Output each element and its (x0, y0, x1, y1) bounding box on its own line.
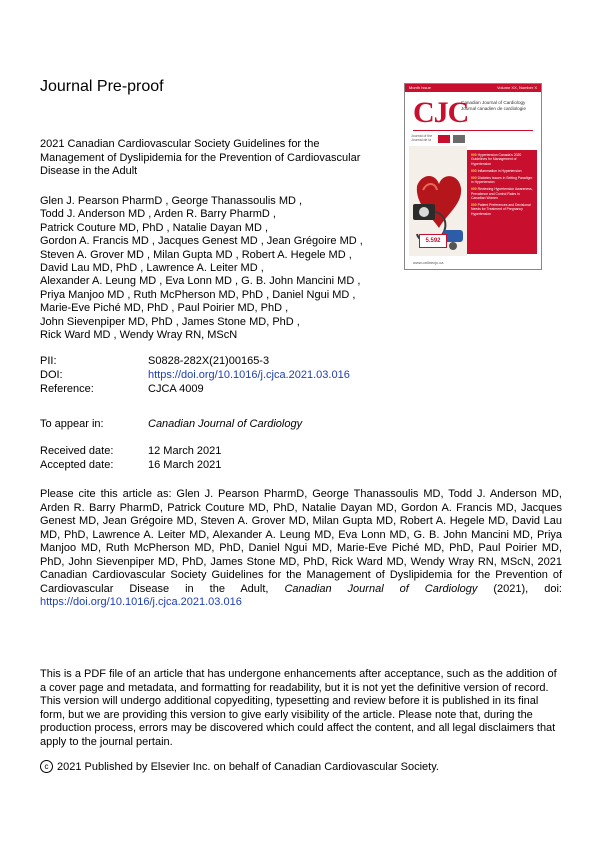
cover-divider (413, 130, 533, 131)
author-line: Rick Ward MD , Wendy Wray RN, MScN (40, 329, 238, 342)
cover-toc-item: 000 Hypertension Canada's 2020 Guidelines for Management of Hypertension (471, 153, 522, 166)
author-line: Marie-Eve Piché MD, PhD , Paul Poirier MD, PhD , (40, 302, 289, 315)
accepted-label: Accepted date: (40, 459, 114, 471)
author-line: Gordon A. Francis MD , Jacques Genest MD , Jean Grégoire MD , (40, 235, 363, 248)
copyright-line (40, 760, 439, 773)
author-list (40, 195, 385, 342)
received-label: Received date: (40, 445, 114, 457)
citation-text: Please cite this article as: Glen J. Pearson PharmD, George Thanassoulis MD, Todd J. Anderson MD, Arden R. Barry PharmD, Patrick Couture MD, PhD, Natalie Dayan MD, Gordon A. Francis MD, Jacques Genest MD, Jean Grégoire MD, Steven A. Grover MD, Milan Gupta MD, Robert A. Hegele MD, David Lau MD, PhD, Lawrence A. Leiter MD, Alexander A. Leung MD, Eva Lonn MD, G. B. John Mancini MD, Priya Manjoo MD, Ruth McPherson MD, PhD, Daniel Ngui MD, Marie-Eve Piché MD, PhD, Paul Poirier MD, PhD, John Sievenpiper MD, PhD, James Stone MD, PhD, Rick Ward MD, Wendy Wray RN, MScN, 2021 Canadian Cardiovascular Society Guidelines for the Management of Dyslipidemia for the Prevention of Cardiovascular Disease in the Adult, (40, 488, 562, 595)
citation-year: (2021), doi: (477, 582, 562, 595)
society-logo-ccs (438, 135, 450, 143)
pii-value: S0828-282X(21)00165-3 (148, 355, 270, 367)
reference-value: CJCA 4009 (148, 383, 204, 395)
cover-toc (471, 153, 535, 219)
cover-volume-label: Volume XX, Number X (496, 85, 537, 90)
pre-proof-notice: This is a PDF file of an article that has undergone enhancements after acceptance, such as the addition of a cover page and metadata, and formatting for readability, but it is not yet the definitive version of record. This version will undergo additional copyediting, typesetting and review before it is published in its final form, but we are providing this version to give early visibility of the article. Please note that, during the production process, errors may be discovered which could affect the content, and all legal disclaimers that apply to the journal pertain. (40, 668, 557, 748)
society-logo-sccc (453, 135, 465, 143)
citation-journal: Canadian Journal of Cardiology (284, 582, 478, 595)
author-line: John Sievenpiper MD, PhD , James Stone MD, PhD , (40, 315, 300, 328)
cover-toc-item: 000 Diabetes Issues in Setting Paradigm in Hypertension (471, 175, 533, 185)
society-logos (438, 134, 466, 144)
doi-link[interactable]: https://doi.org/10.1016/j.cjca.2021.03.016 (148, 369, 350, 381)
author-line: Priya Manjoo MD , Ruth McPherson MD, PhD , Daniel Ngui MD , (40, 288, 356, 301)
cover-contents-panel (467, 150, 537, 254)
author-line: Alexander A. Leung MD , Eva Lonn MD , G. B. John Mancini MD , (40, 275, 361, 288)
reference-label: Reference: (40, 383, 94, 395)
citation-doi-link[interactable]: https://doi.org/10.1016/j.cjca.2021.03.016 (40, 596, 242, 608)
cover-title-fr: Journal canadien de cardiologie (461, 105, 526, 111)
author-line: David Lau MD, PhD , Lawrence A. Leiter MD , (40, 262, 264, 275)
author-line: Patrick Couture MD, PhD , Natalie Dayan MD , (40, 221, 269, 234)
cover-toc-item: 000 Patient Preferences and Decisional Needs for Treatment of Pregnancy Hypertension (471, 203, 531, 216)
author-line: Steven A. Grover MD , Milan Gupta MD , Robert A. Hegele MD , (40, 248, 352, 261)
cover-journal-title (461, 100, 539, 111)
title-line: 2021 Canadian Cardiovascular Society Guidelines for the (40, 138, 320, 150)
cover-top-bar (405, 84, 541, 92)
doi-label: DOI: (40, 369, 63, 381)
pii-label: PII: (40, 355, 57, 367)
cover-toc-item: 000 Reviewing Hypertension Awareness, Prevalence and Control Rates in Canadian Women (471, 187, 533, 201)
citation-paragraph (40, 488, 562, 610)
cover-toc-item: 000 Inflammation in Hypertension (471, 168, 522, 173)
title-line: Disease in the Adult (40, 165, 138, 177)
copyright-text: 2021 Published by Elsevier Inc. on behalf of Canadian Cardiovascular Society. (57, 760, 439, 773)
received-date: 12 March 2021 (148, 445, 222, 457)
title-line: Management of Dyslipidemia for the Prevention of Cardiovascular (40, 151, 361, 164)
cover-issue-label: Month Issue (409, 85, 431, 90)
journal-name: Canadian Journal of Cardiology (148, 418, 303, 430)
appear-in-label: To appear in: (40, 418, 104, 430)
cover-official-journal: Journal of the Journal de la (411, 134, 433, 143)
journal-pre-proof-heading: Journal Pre-proof (40, 78, 164, 95)
impact-factor-badge: 5.592 (419, 234, 447, 248)
article-title (40, 138, 380, 179)
author-line: Glen J. Pearson PharmD , George Thanassoulis MD , (40, 195, 303, 207)
accepted-date: 16 March 2021 (148, 459, 222, 471)
cjc-logo: CJC (413, 96, 469, 129)
cover-website: www.onlinecjc.ca (413, 260, 444, 265)
copyright-icon: c (40, 760, 53, 773)
cover-title-en: Canadian Journal of Cardiology (461, 100, 526, 105)
author-line: Todd J. Anderson MD , Arden R. Barry PharmD , (40, 208, 276, 221)
journal-cover-image (404, 83, 542, 270)
